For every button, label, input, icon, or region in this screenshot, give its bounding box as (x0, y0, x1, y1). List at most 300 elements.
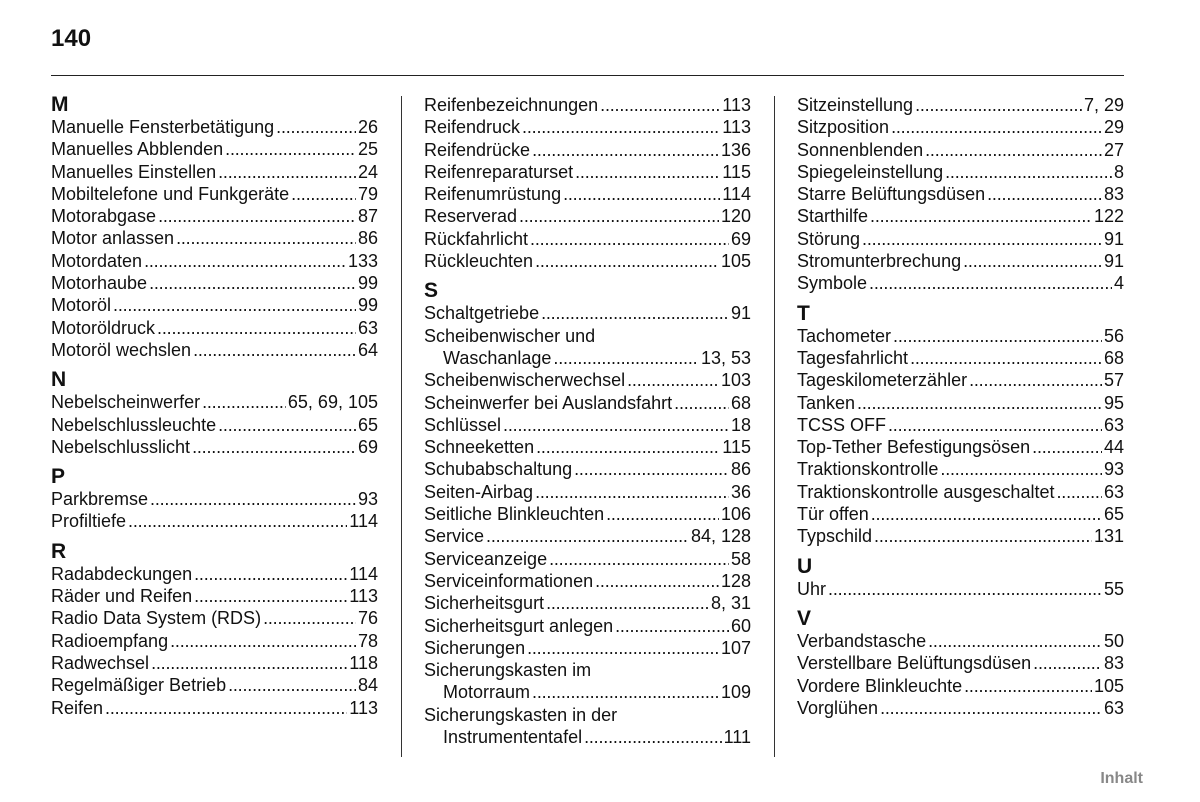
index-entry-label: Tanken (797, 392, 856, 413)
index-entry (424, 681, 751, 703)
index-entry-label: Reifendrücke (424, 139, 531, 160)
dot-leader (194, 585, 347, 607)
index-entry-page-ref: 91 (730, 303, 751, 324)
index-entry-page-ref: 114 (349, 563, 378, 584)
index-entry-label-line: Sicherungskasten in der (424, 704, 618, 725)
index-entry-label: Symbole (797, 273, 868, 294)
index-entry-label: Radwechsel (51, 652, 150, 673)
index-entry-page-ref: 93 (1103, 459, 1124, 480)
index-entry (424, 228, 751, 250)
index-entry-page-ref: 4 (1113, 273, 1124, 294)
dot-leader (113, 294, 356, 316)
index-entry-page-ref: 83 (1103, 184, 1124, 205)
footer-section-label: Inhalt (1100, 770, 1143, 787)
index-entry-page-ref: 36 (730, 481, 751, 502)
index-entry-label: Störung (797, 228, 861, 249)
dot-leader (969, 369, 1102, 391)
index-entry (424, 548, 751, 570)
dot-leader (486, 525, 689, 547)
dot-leader (202, 391, 286, 413)
index-entry-page-ref: 7, 29 (1083, 95, 1124, 115)
dot-leader (627, 369, 719, 391)
dot-leader (522, 116, 720, 138)
index-entry (51, 607, 378, 629)
index-entry-label: Sicherungen (424, 637, 526, 658)
index-entry-label: Radio Data System (RDS) (51, 608, 262, 629)
index-entry-page-ref: 128 (720, 570, 751, 591)
index-entry (424, 183, 751, 205)
dot-leader (828, 578, 1102, 600)
dot-leader (519, 205, 719, 227)
index-entry-label: Reifenreparaturset (424, 161, 574, 182)
index-entry (797, 458, 1124, 480)
index-entry (424, 302, 751, 324)
dot-leader (1032, 436, 1102, 458)
index-entry-page-ref: 99 (357, 273, 378, 294)
index-entry-label: Tachometer (797, 325, 892, 346)
index-column-2 (424, 94, 751, 748)
index-entry-label: Sicherheitsgurt (424, 593, 545, 614)
index-entry-page-ref: 76 (357, 608, 378, 629)
index-entry (797, 183, 1124, 205)
index-entry-page-ref: 133 (347, 250, 378, 271)
index-entry (797, 250, 1124, 272)
dot-leader (105, 697, 347, 719)
index-entry (797, 272, 1124, 294)
index-entry-label: Reifenumrüstung (424, 184, 562, 205)
dot-leader (888, 414, 1102, 436)
index-entry-page-ref: 136 (720, 139, 751, 160)
index-entry-page-ref: 122 (1093, 206, 1124, 227)
index-entry (424, 481, 751, 503)
index-entry (797, 436, 1124, 458)
dot-leader (574, 458, 729, 480)
index-entry-page-ref: 113 (349, 586, 378, 607)
index-entry-page-ref: 107 (720, 637, 751, 658)
index-entry-label: Radabdeckungen (51, 563, 193, 584)
index-entry (424, 436, 751, 458)
index-entry-label: Verbandstasche (797, 630, 927, 651)
index-entry-label: Räder und Reifen (51, 586, 193, 607)
index-entry-page-ref: 115 (722, 161, 751, 182)
index-entry-page-ref: 27 (1103, 139, 1124, 160)
index-entry (424, 250, 751, 272)
index-entry (797, 675, 1124, 697)
index-entry-label: Scheinwerfer bei Auslandsfahrt (424, 392, 673, 413)
dot-leader (563, 183, 720, 205)
index-entry-label: Mobiltelefone und Funkgeräte (51, 183, 290, 204)
index-entry-label: Sitzeinstellung (797, 95, 914, 115)
index-entry-page-ref: 13, 53 (700, 347, 751, 368)
dot-leader (527, 637, 719, 659)
index-entry (51, 414, 378, 436)
index-entry-label: Instrumententafel (443, 727, 583, 748)
index-entry-label: TCSS OFF (797, 414, 886, 435)
index-entry-page-ref: 63 (357, 317, 378, 338)
dot-leader (150, 488, 356, 510)
index-entry (797, 228, 1124, 250)
index-entry-label: Vordere Blinkleuchte (797, 675, 963, 696)
index-entry-label: Manuelles Abblenden (51, 139, 224, 160)
index-entry-label: Serviceanzeige (424, 548, 548, 569)
index-entry-label: Sicherheitsgurt anlegen (424, 615, 614, 636)
dot-leader (1033, 652, 1102, 674)
index-entry-page-ref: 56 (1103, 325, 1124, 346)
index-column-1 (51, 94, 378, 719)
index-entry-page-ref: 114 (349, 511, 378, 532)
dot-leader (535, 481, 729, 503)
index-entry (424, 503, 751, 525)
index-entry-label: Parkbremse (51, 489, 149, 510)
index-entry-page-ref: 84 (357, 675, 378, 696)
dot-leader (915, 94, 1082, 116)
index-entry (51, 294, 378, 316)
index-entry (51, 116, 378, 138)
index-entry (797, 652, 1124, 674)
index-entry-label: Reifendruck (424, 117, 521, 138)
index-entry-page-ref: 111 (723, 727, 751, 748)
index-entry (51, 317, 378, 339)
index-entry (424, 161, 751, 183)
index-entry-label: Schubabschaltung (424, 459, 573, 480)
index-entry-label: Seitliche Blinkleuchten (424, 504, 605, 525)
index-entry-page-ref: 58 (730, 548, 751, 569)
index-entry-page-ref: 83 (1103, 653, 1124, 674)
index-entry-label: Stromunterbrechung (797, 251, 962, 272)
index-entry-label-line: Sicherungskasten im (424, 660, 592, 681)
index-entry-label-line: Scheibenwischer und (424, 325, 596, 346)
dot-leader (940, 458, 1102, 480)
dot-leader (228, 674, 356, 696)
index-entry-label: Rückfahrlicht (424, 228, 529, 249)
index-entry-label: Motoröldruck (51, 317, 156, 338)
index-entry-page-ref: 63 (1103, 414, 1124, 435)
dot-leader (192, 436, 356, 458)
dot-leader (535, 250, 719, 272)
section-gap (797, 295, 1124, 303)
index-entry-label: Profiltiefe (51, 511, 127, 532)
index-entry (424, 369, 751, 391)
dot-leader (546, 592, 709, 614)
index-entry-label: Tagesfahrlicht (797, 347, 909, 368)
index-entry (51, 161, 378, 183)
index-entry (424, 726, 751, 748)
dot-leader (194, 563, 347, 585)
index-entry-label: Motoröl wechslen (51, 339, 192, 360)
index-entry-page-ref: 8, 31 (710, 593, 751, 614)
index-entry-label: Vorglühen (797, 697, 879, 718)
dot-leader (880, 697, 1102, 719)
index-entry-page-ref: 68 (1103, 347, 1124, 368)
index-entry-page-ref: 115 (722, 437, 751, 458)
index-entry-page-ref: 105 (720, 251, 751, 272)
index-entry-page-ref: 65 (357, 414, 378, 435)
dot-leader (530, 228, 729, 250)
index-entry (51, 272, 378, 294)
index-entry-label: Typschild (797, 526, 873, 547)
dot-leader (674, 392, 729, 414)
dot-leader (532, 139, 719, 161)
index-entry-label: Sonnenblenden (797, 139, 924, 160)
dot-leader (193, 339, 356, 361)
index-entry (797, 414, 1124, 436)
index-entry-page-ref: 29 (1103, 117, 1124, 138)
index-entry (424, 615, 751, 637)
index-entry-label: Motorhaube (51, 273, 148, 294)
index-entry (424, 525, 751, 547)
dot-leader (891, 116, 1102, 138)
index-entry-page-ref: 65, 69, 105 (287, 392, 378, 413)
dot-leader (869, 272, 1112, 294)
index-entry-page-ref: 91 (1103, 251, 1124, 272)
index-entry-page-ref: 109 (720, 682, 751, 703)
dot-leader (600, 94, 720, 116)
index-entry-label: Schlüssel (424, 414, 502, 435)
dot-leader (151, 652, 347, 674)
dot-leader (158, 205, 356, 227)
index-entry-page-ref: 93 (357, 489, 378, 510)
index-letter-heading: R (51, 539, 67, 563)
column-divider (774, 96, 775, 757)
dot-leader (218, 161, 356, 183)
section-gap (797, 600, 1124, 608)
index-entry (424, 592, 751, 614)
index-entry (797, 630, 1124, 652)
index-entry-page-ref: 55 (1103, 578, 1124, 599)
index-entry-label: Uhr (797, 578, 827, 599)
index-entry (797, 347, 1124, 369)
index-entry-label: Tageskilometerzähler (797, 370, 968, 391)
index-entry-page-ref: 103 (720, 370, 751, 391)
index-letter-heading: U (797, 554, 813, 578)
index-entry (51, 250, 378, 272)
index-entry-label: Starthilfe (797, 206, 869, 227)
index-entry (51, 227, 378, 249)
index-entry-label: Traktionskontrolle ausgeschaltet (797, 481, 1055, 502)
index-entry-page-ref: 113 (349, 697, 378, 718)
index-entry-label: Nebelschlusslicht (51, 436, 191, 457)
dot-leader (291, 183, 356, 205)
index-entry (424, 347, 751, 369)
index-entry-page-ref: 69 (730, 228, 751, 249)
header-rule (51, 75, 1124, 76)
index-entry-page-ref: 60 (730, 615, 751, 636)
section-gap (51, 458, 378, 466)
index-entry (797, 697, 1124, 719)
index-entry-page-ref: 118 (349, 652, 378, 673)
dot-leader (893, 325, 1102, 347)
index-entry-label: Rückleuchten (424, 251, 534, 272)
index-entry-page-ref: 50 (1103, 630, 1124, 651)
index-entry-label: Verstellbare Belüftungsdüsen (797, 653, 1032, 674)
index-entry (424, 458, 751, 480)
index-entry (51, 652, 378, 674)
index-entry-page-ref: 24 (357, 161, 378, 182)
section-gap (51, 533, 378, 541)
index-entry (797, 94, 1124, 116)
index-entry (51, 488, 378, 510)
index-letter-heading: M (51, 93, 69, 116)
index-entry (797, 116, 1124, 138)
index-entry (797, 205, 1124, 227)
index-entry (424, 205, 751, 227)
section-gap (424, 272, 751, 280)
dot-leader (584, 726, 722, 748)
index-entry (51, 563, 378, 585)
index-entry-page-ref: 113 (722, 95, 751, 115)
index-entry (51, 510, 378, 532)
dot-leader (945, 161, 1112, 183)
index-entry (51, 697, 378, 719)
index-entry-page-ref: 99 (357, 295, 378, 316)
index-entry (51, 339, 378, 361)
index-entry (797, 578, 1124, 600)
index-letter-heading: P (51, 465, 66, 489)
index-entry-label: Scheibenwischerwechsel (424, 370, 626, 391)
index-entry (424, 414, 751, 436)
index-entry-label: Sitzposition (797, 117, 890, 138)
index-entry (424, 116, 751, 138)
dot-leader (928, 630, 1102, 652)
index-entry-page-ref: 63 (1103, 481, 1124, 502)
index-entry-page-ref: 69 (357, 436, 378, 457)
dot-leader (910, 347, 1102, 369)
index-entry-label: Motor anlassen (51, 228, 175, 249)
index-entry (797, 325, 1124, 347)
index-entry-page-ref: 114 (722, 184, 751, 205)
index-entry (51, 436, 378, 458)
dot-leader (871, 503, 1102, 525)
index-entry-page-ref: 87 (357, 206, 378, 227)
index-entry-label: Nebelschlussleuchte (51, 414, 217, 435)
dot-leader (575, 161, 720, 183)
index-entry-label: Reserverad (424, 206, 518, 227)
index-entry-page-ref: 106 (720, 504, 751, 525)
index-entry-label: Motoröl (51, 295, 112, 316)
dot-leader (870, 205, 1092, 227)
dot-leader (862, 228, 1102, 250)
dot-leader (128, 510, 347, 532)
index-entry-page-ref: 65 (1103, 504, 1124, 525)
index-entry-label: Spiegeleinstellung (797, 161, 944, 182)
index-entry-label: Waschanlage (443, 347, 552, 368)
index-entry-page-ref: 25 (357, 139, 378, 160)
column-divider (401, 96, 402, 757)
index-entry (424, 637, 751, 659)
dot-leader (553, 347, 699, 369)
index-entry-page-ref: 84, 128 (690, 526, 751, 547)
index-entry-label: Tür offen (797, 504, 869, 525)
index-entry (424, 139, 751, 161)
index-entry-page-ref: 64 (357, 339, 378, 360)
index-entry (424, 570, 751, 592)
dot-leader (170, 630, 356, 652)
dot-leader (225, 138, 356, 160)
index-entry-page-ref: 26 (357, 117, 378, 137)
index-entry-label: Starre Belüftungsdüsen (797, 184, 986, 205)
dot-leader (549, 548, 729, 570)
index-entry (797, 525, 1124, 547)
index-entry-label: Schaltgetriebe (424, 303, 540, 324)
index-entry-label: Manuelles Einstellen (51, 161, 217, 182)
index-column-3 (797, 94, 1124, 719)
dot-leader (615, 615, 729, 637)
dot-leader (176, 227, 356, 249)
index-entry (797, 161, 1124, 183)
index-entry-label: Reifen (51, 697, 104, 718)
dot-leader (503, 414, 729, 436)
index-entry-label: Top-Tether Befestigungsösen (797, 437, 1031, 458)
index-entry-label: Traktionskontrolle (797, 459, 939, 480)
index-entry (797, 139, 1124, 161)
index-entry (51, 391, 378, 413)
index-entry (51, 138, 378, 160)
index-entry-label: Motorraum (443, 682, 531, 703)
dot-leader (1056, 481, 1102, 503)
dot-leader (987, 183, 1102, 205)
index-entry (797, 481, 1124, 503)
dot-leader (964, 675, 1092, 697)
index-letter-heading: V (797, 606, 812, 630)
index-entry-label: Reifenbezeichnungen (424, 95, 599, 115)
index-entry-page-ref: 120 (720, 206, 751, 227)
dot-leader (536, 436, 720, 458)
section-gap (797, 548, 1124, 556)
index-entry-page-ref: 44 (1103, 437, 1124, 458)
dot-leader (963, 250, 1102, 272)
index-entry (797, 369, 1124, 391)
page-number: 140 (51, 25, 92, 52)
section-gap (51, 361, 378, 369)
dot-leader (144, 250, 346, 272)
index-entry-page-ref: 18 (730, 414, 751, 435)
index-entry-label: Schneeketten (424, 437, 535, 458)
index-entry-page-ref: 78 (357, 630, 378, 651)
index-entry-label: Motordaten (51, 250, 143, 271)
index-entry-page-ref: 68 (730, 392, 751, 413)
dot-leader (532, 681, 719, 703)
index-entry (51, 674, 378, 696)
index-entry-page-ref: 91 (1103, 228, 1124, 249)
index-entry-page-ref: 95 (1103, 392, 1124, 413)
index-entry-page-ref: 131 (1093, 526, 1124, 547)
index-entry (51, 585, 378, 607)
index-entry (51, 205, 378, 227)
dot-leader (595, 570, 719, 592)
index-letter-heading: N (51, 368, 67, 392)
index-entry-page-ref: 63 (1103, 697, 1124, 718)
dot-leader (874, 525, 1092, 547)
index-entry-label: Motorabgase (51, 206, 157, 227)
index-entry (51, 183, 378, 205)
index-entry-page-ref: 105 (1093, 675, 1124, 696)
index-entry-page-ref: 113 (722, 117, 751, 138)
dot-leader (541, 302, 729, 324)
index-entry (424, 392, 751, 414)
index-entry (51, 630, 378, 652)
index-entry-page-ref: 57 (1103, 370, 1124, 391)
index-entry-page-ref: 79 (357, 183, 378, 204)
dot-leader (263, 607, 356, 629)
index-letter-heading: S (424, 279, 439, 303)
index-letter-heading: T (797, 301, 810, 325)
dot-leader (606, 503, 719, 525)
index-entry-label: Service (424, 526, 485, 547)
dot-leader (276, 116, 356, 138)
index-entry-page-ref: 86 (357, 228, 378, 249)
index-entry (424, 94, 751, 116)
index-entry-page-ref: 86 (730, 459, 751, 480)
